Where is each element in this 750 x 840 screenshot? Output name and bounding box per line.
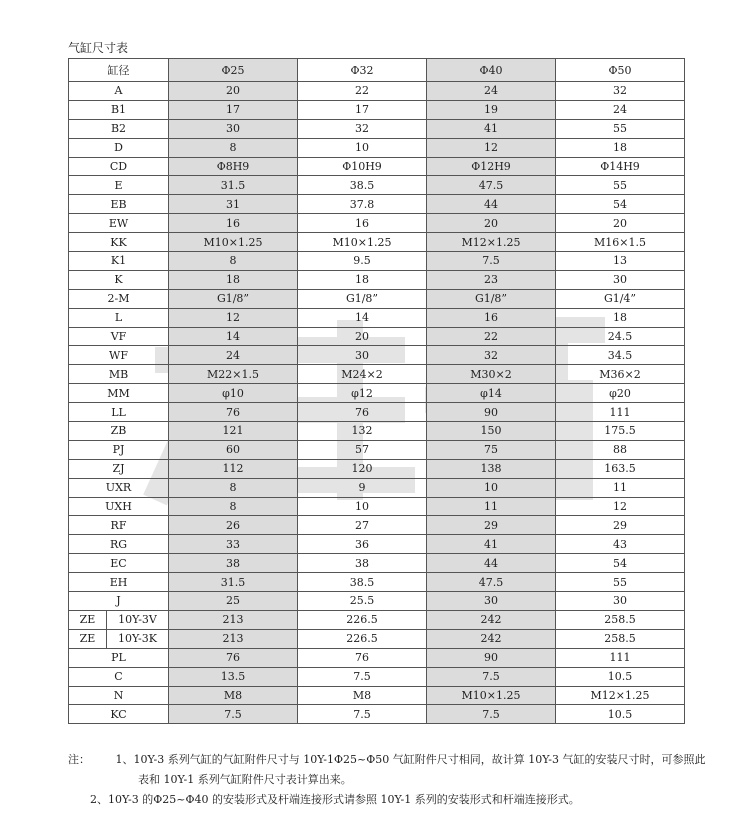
value-cell: 33 bbox=[169, 535, 298, 554]
value-cell: 24 bbox=[427, 82, 556, 101]
value-cell: 7.5 bbox=[298, 667, 427, 686]
value-cell: G1/4” bbox=[556, 289, 685, 308]
value-cell: 111 bbox=[556, 403, 685, 422]
value-cell: Φ8H9 bbox=[169, 157, 298, 176]
note-1-line-2: 表和 10Y-1 系列气缸附件尺寸表计算出来。 bbox=[138, 773, 352, 786]
row-label: EC bbox=[69, 554, 169, 573]
value-cell: M10×1.25 bbox=[169, 233, 298, 252]
value-cell: 30 bbox=[556, 592, 685, 611]
value-cell: 24 bbox=[556, 100, 685, 119]
value-cell: 38 bbox=[169, 554, 298, 573]
header-row bbox=[69, 59, 685, 82]
value-cell: 8 bbox=[169, 252, 298, 271]
value-cell: 132 bbox=[298, 422, 427, 441]
value-cell: M12×1.25 bbox=[427, 233, 556, 252]
value-cell: 20 bbox=[298, 327, 427, 346]
value-cell: 13.5 bbox=[169, 667, 298, 686]
value-cell: Φ10H9 bbox=[298, 157, 427, 176]
value-cell: 36 bbox=[298, 535, 427, 554]
value-cell: M8 bbox=[169, 686, 298, 705]
value-cell: 90 bbox=[427, 403, 556, 422]
table-row bbox=[69, 270, 685, 289]
row-label: N bbox=[69, 686, 169, 705]
table-row bbox=[69, 440, 685, 459]
table-row bbox=[69, 82, 685, 101]
value-cell: 18 bbox=[169, 270, 298, 289]
notes-section bbox=[68, 750, 708, 810]
table-row bbox=[69, 100, 685, 119]
table-row bbox=[69, 289, 685, 308]
value-cell: 175.5 bbox=[556, 422, 685, 441]
value-cell: 29 bbox=[556, 516, 685, 535]
table-row bbox=[69, 667, 685, 686]
value-cell: 37.8 bbox=[298, 195, 427, 214]
value-cell: 17 bbox=[298, 100, 427, 119]
value-cell: φ12 bbox=[298, 384, 427, 403]
value-cell: 226.5 bbox=[298, 610, 427, 629]
value-cell: 120 bbox=[298, 459, 427, 478]
value-cell: 75 bbox=[427, 440, 556, 459]
value-cell: φ14 bbox=[427, 384, 556, 403]
table-row bbox=[69, 119, 685, 138]
value-cell: 7.5 bbox=[169, 705, 298, 724]
value-cell: 88 bbox=[556, 440, 685, 459]
row-label: MB bbox=[69, 365, 169, 384]
row-label: KC bbox=[69, 705, 169, 724]
value-cell: Φ12H9 bbox=[427, 157, 556, 176]
value-cell: 22 bbox=[427, 327, 556, 346]
value-cell: 27 bbox=[298, 516, 427, 535]
value-cell: 57 bbox=[298, 440, 427, 459]
table-row bbox=[69, 403, 685, 422]
value-cell: 54 bbox=[556, 195, 685, 214]
value-cell: 24.5 bbox=[556, 327, 685, 346]
value-cell: 16 bbox=[427, 308, 556, 327]
row-label: PJ bbox=[69, 440, 169, 459]
value-cell: M24×2 bbox=[298, 365, 427, 384]
row-label: RF bbox=[69, 516, 169, 535]
value-cell: 150 bbox=[427, 422, 556, 441]
table-row bbox=[69, 573, 685, 592]
value-cell: 8 bbox=[169, 138, 298, 157]
row-label: PL bbox=[69, 648, 169, 667]
value-cell: 20 bbox=[169, 82, 298, 101]
row-label: LL bbox=[69, 403, 169, 422]
row-label: WF bbox=[69, 346, 169, 365]
value-cell: 121 bbox=[169, 422, 298, 441]
table-row bbox=[69, 384, 685, 403]
value-cell: 55 bbox=[556, 176, 685, 195]
value-cell: 18 bbox=[298, 270, 427, 289]
table-row bbox=[69, 365, 685, 384]
value-cell: 54 bbox=[556, 554, 685, 573]
value-cell: 16 bbox=[169, 214, 298, 233]
value-cell: 8 bbox=[169, 497, 298, 516]
row-label: KK bbox=[69, 233, 169, 252]
value-cell: 32 bbox=[427, 346, 556, 365]
table-row bbox=[69, 554, 685, 573]
value-cell: Φ25 bbox=[169, 59, 298, 82]
value-cell: 12 bbox=[556, 497, 685, 516]
row-label: D bbox=[69, 138, 169, 157]
value-cell: 23 bbox=[427, 270, 556, 289]
row-label: C bbox=[69, 667, 169, 686]
value-cell: 76 bbox=[298, 648, 427, 667]
value-cell: 55 bbox=[556, 119, 685, 138]
row-label: CD bbox=[69, 157, 169, 176]
table-row bbox=[69, 648, 685, 667]
row-label: B1 bbox=[69, 100, 169, 119]
row-label: EW bbox=[69, 214, 169, 233]
row-label: VF bbox=[69, 327, 169, 346]
ze-model-label: 10Y-3V bbox=[107, 610, 169, 629]
value-cell: 32 bbox=[556, 82, 685, 101]
value-cell: 10.5 bbox=[556, 667, 685, 686]
value-cell: 76 bbox=[298, 403, 427, 422]
value-cell: 38 bbox=[298, 554, 427, 573]
value-cell: 26 bbox=[169, 516, 298, 535]
row-label: RG bbox=[69, 535, 169, 554]
value-cell: G1/8” bbox=[169, 289, 298, 308]
value-cell: M8 bbox=[298, 686, 427, 705]
value-cell: 60 bbox=[169, 440, 298, 459]
value-cell: M10×1.25 bbox=[298, 233, 427, 252]
row-label: UXR bbox=[69, 478, 169, 497]
table-row bbox=[69, 157, 685, 176]
ze-label: ZE bbox=[69, 610, 107, 629]
row-label: L bbox=[69, 308, 169, 327]
value-cell: 226.5 bbox=[298, 629, 427, 648]
value-cell: Φ40 bbox=[427, 59, 556, 82]
table-row bbox=[69, 346, 685, 365]
table-row bbox=[69, 308, 685, 327]
value-cell: 213 bbox=[169, 629, 298, 648]
value-cell: 41 bbox=[427, 119, 556, 138]
value-cell: 20 bbox=[556, 214, 685, 233]
value-cell: 258.5 bbox=[556, 629, 685, 648]
value-cell: 138 bbox=[427, 459, 556, 478]
value-cell: 38.5 bbox=[298, 176, 427, 195]
table-row bbox=[69, 138, 685, 157]
value-cell: 11 bbox=[427, 497, 556, 516]
value-cell: 16 bbox=[298, 214, 427, 233]
value-cell: 7.5 bbox=[427, 705, 556, 724]
value-cell: 30 bbox=[169, 119, 298, 138]
value-cell: 76 bbox=[169, 403, 298, 422]
value-cell: 22 bbox=[298, 82, 427, 101]
row-label: 缸径 bbox=[69, 59, 169, 82]
value-cell: 17 bbox=[169, 100, 298, 119]
value-cell: M12×1.25 bbox=[556, 686, 685, 705]
value-cell: 7.5 bbox=[427, 667, 556, 686]
value-cell: Φ50 bbox=[556, 59, 685, 82]
row-label: J bbox=[69, 592, 169, 611]
row-label: EB bbox=[69, 195, 169, 214]
value-cell: 90 bbox=[427, 648, 556, 667]
value-cell: 10 bbox=[427, 478, 556, 497]
value-cell: 30 bbox=[556, 270, 685, 289]
value-cell: M22×1.5 bbox=[169, 365, 298, 384]
table-row bbox=[69, 422, 685, 441]
value-cell: φ20 bbox=[556, 384, 685, 403]
table-row bbox=[69, 592, 685, 611]
value-cell: 242 bbox=[427, 610, 556, 629]
value-cell: M36×2 bbox=[556, 365, 685, 384]
value-cell: 24 bbox=[169, 346, 298, 365]
note-1-text: 1、10Y-3 系列气缸的气缸附件尺寸与 10Y-1Φ25~Φ50 气缸附件尺寸相同，故计算 10Y-3 气缸的安装尺寸时，可参照此 bbox=[115, 753, 706, 766]
value-cell: 41 bbox=[427, 535, 556, 554]
value-cell: G1/8” bbox=[298, 289, 427, 308]
value-cell: 47.5 bbox=[427, 176, 556, 195]
value-cell: 32 bbox=[298, 119, 427, 138]
notes-prefix: 注： bbox=[68, 753, 90, 766]
value-cell: 31 bbox=[169, 195, 298, 214]
value-cell: 55 bbox=[556, 573, 685, 592]
ze-model-label: 10Y-3K bbox=[107, 629, 169, 648]
value-cell: 12 bbox=[427, 138, 556, 157]
table-row bbox=[69, 214, 685, 233]
value-cell: 7.5 bbox=[298, 705, 427, 724]
value-cell: 30 bbox=[298, 346, 427, 365]
value-cell: 25.5 bbox=[298, 592, 427, 611]
value-cell: 111 bbox=[556, 648, 685, 667]
value-cell: 13 bbox=[556, 252, 685, 271]
row-label: ZB bbox=[69, 422, 169, 441]
value-cell: 18 bbox=[556, 308, 685, 327]
value-cell: 11 bbox=[556, 478, 685, 497]
row-label: 2-M bbox=[69, 289, 169, 308]
value-cell: 10 bbox=[298, 497, 427, 516]
value-cell: 10.5 bbox=[556, 705, 685, 724]
value-cell: 14 bbox=[169, 327, 298, 346]
value-cell: 29 bbox=[427, 516, 556, 535]
value-cell: M10×1.25 bbox=[427, 686, 556, 705]
value-cell: 7.5 bbox=[427, 252, 556, 271]
row-label: MM bbox=[69, 384, 169, 403]
value-cell: Φ14H9 bbox=[556, 157, 685, 176]
ze-row bbox=[69, 610, 685, 629]
row-label: K bbox=[69, 270, 169, 289]
value-cell: 20 bbox=[427, 214, 556, 233]
value-cell: 258.5 bbox=[556, 610, 685, 629]
value-cell: 112 bbox=[169, 459, 298, 478]
value-cell: 30 bbox=[427, 592, 556, 611]
note-2: 2、10Y-3 的Φ25~Φ40 的安装形式及杆端连接形式请参照 10Y-1 系列的安装形式和杆端连接形式。 bbox=[90, 793, 580, 806]
value-cell: 12 bbox=[169, 308, 298, 327]
row-label: ZJ bbox=[69, 459, 169, 478]
cylinder-dimension-table bbox=[68, 58, 685, 724]
table-row bbox=[69, 176, 685, 195]
table-title: 气缸尺寸表 bbox=[68, 41, 129, 55]
value-cell: M16×1.5 bbox=[556, 233, 685, 252]
table-row bbox=[69, 478, 685, 497]
value-cell: 163.5 bbox=[556, 459, 685, 478]
value-cell: 18 bbox=[556, 138, 685, 157]
value-cell: Φ32 bbox=[298, 59, 427, 82]
row-label: UXH bbox=[69, 497, 169, 516]
row-label: A bbox=[69, 82, 169, 101]
value-cell: 9.5 bbox=[298, 252, 427, 271]
table-row bbox=[69, 535, 685, 554]
table-row bbox=[69, 459, 685, 478]
value-cell: 25 bbox=[169, 592, 298, 611]
value-cell: 14 bbox=[298, 308, 427, 327]
value-cell: φ10 bbox=[169, 384, 298, 403]
value-cell: 213 bbox=[169, 610, 298, 629]
table-row bbox=[69, 233, 685, 252]
table-row bbox=[69, 195, 685, 214]
value-cell: 47.5 bbox=[427, 573, 556, 592]
value-cell: M30×2 bbox=[427, 365, 556, 384]
value-cell: 43 bbox=[556, 535, 685, 554]
table-row bbox=[69, 327, 685, 346]
value-cell: 44 bbox=[427, 554, 556, 573]
value-cell: 76 bbox=[169, 648, 298, 667]
table-row bbox=[69, 516, 685, 535]
value-cell: 34.5 bbox=[556, 346, 685, 365]
value-cell: 10 bbox=[298, 138, 427, 157]
row-label: K1 bbox=[69, 252, 169, 271]
value-cell: 31.5 bbox=[169, 176, 298, 195]
table-row bbox=[69, 497, 685, 516]
value-cell: 38.5 bbox=[298, 573, 427, 592]
ze-label: ZE bbox=[69, 629, 107, 648]
table-row bbox=[69, 686, 685, 705]
value-cell: 8 bbox=[169, 478, 298, 497]
value-cell: 19 bbox=[427, 100, 556, 119]
value-cell: G1/8” bbox=[427, 289, 556, 308]
note-1-line-1 bbox=[68, 750, 708, 770]
table-row bbox=[69, 252, 685, 271]
row-label: E bbox=[69, 176, 169, 195]
value-cell: 242 bbox=[427, 629, 556, 648]
table-row bbox=[69, 705, 685, 724]
value-cell: 44 bbox=[427, 195, 556, 214]
value-cell: 9 bbox=[298, 478, 427, 497]
row-label: B2 bbox=[69, 119, 169, 138]
row-label: EH bbox=[69, 573, 169, 592]
ze-row bbox=[69, 629, 685, 648]
value-cell: 31.5 bbox=[169, 573, 298, 592]
